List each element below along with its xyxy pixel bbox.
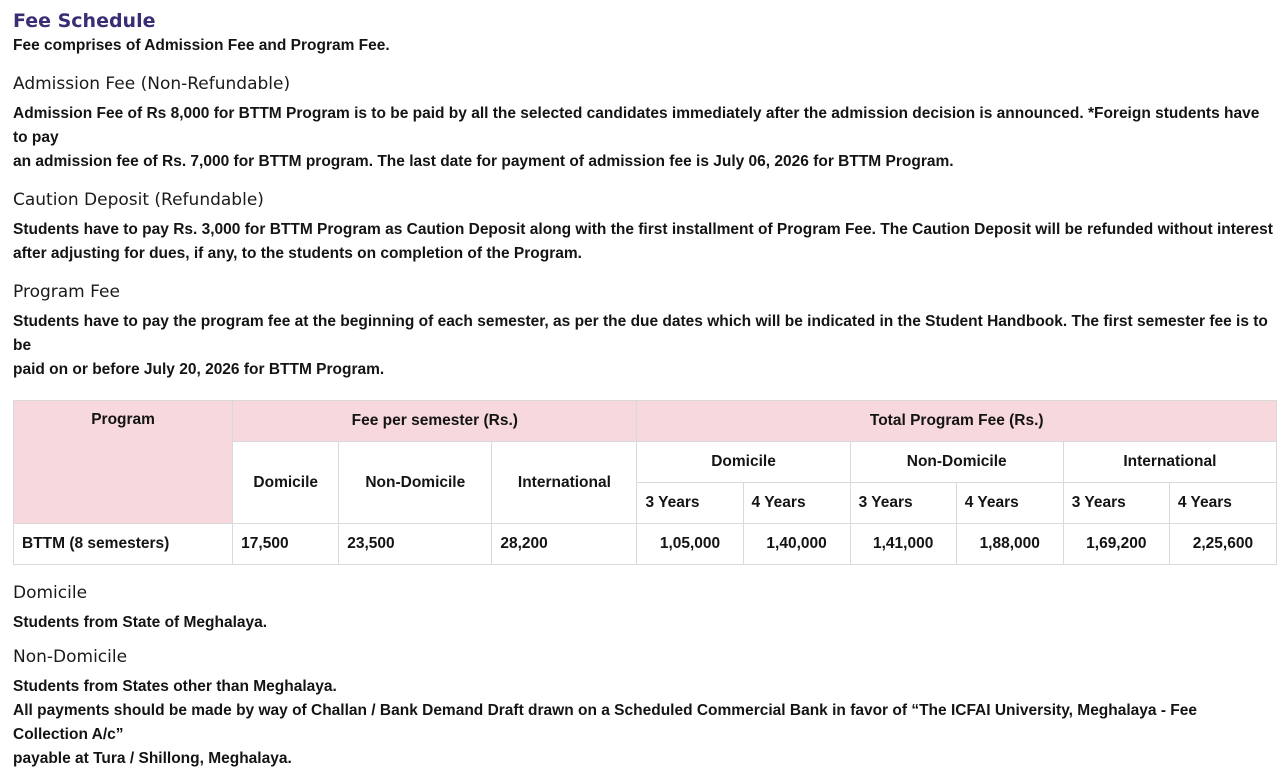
total-program-fee-header: Total Program Fee (Rs.): [637, 401, 1277, 442]
admission-fee-text: [13, 102, 1275, 174]
semester-international-header: International: [492, 442, 637, 524]
total-fee-non-domicile-4-years-cell: 1,88,000: [956, 524, 1063, 565]
caution-deposit-line-2: after adjusting for dues, if any, to the students on completion of the Program.: [13, 245, 582, 262]
program-fee-line-1: Students have to pay the program fee at the beginning of each semester, as per the due dates which will be indicated in the Student Handbook. The first semester fee is to be: [13, 313, 1268, 354]
table-row: [14, 524, 1277, 565]
caution-deposit-heading: Caution Deposit (Refundable): [13, 190, 264, 210]
table-header-row-1: [14, 401, 1277, 442]
total-fee-non-domicile-3-years-cell: 1,41,000: [850, 524, 956, 565]
total-fee-domicile-4-years-cell: 1,40,000: [743, 524, 850, 565]
semester-fee-international-cell: 28,200: [492, 524, 637, 565]
non-domicile-definition: Students from States other than Meghalaya.: [13, 678, 337, 695]
payment-note-line-2: payable at Tura / Shillong, Meghalaya.: [13, 750, 292, 767]
program-name-cell: BTTM (8 semesters): [14, 524, 233, 565]
total-international-header: International: [1063, 442, 1276, 483]
domicile-3-years-header: 3 Years: [637, 483, 743, 524]
page-title: Fee Schedule: [13, 10, 156, 32]
semester-non-domicile-header: Non-Domicile: [339, 442, 492, 524]
total-fee-international-4-years-cell: 2,25,600: [1169, 524, 1276, 565]
semester-fee-non-domicile-cell: 23,500: [339, 524, 492, 565]
program-fee-line-2: paid on or before July 20, 2026 for BTTM Program.: [13, 361, 385, 378]
admission-fee-section: [13, 72, 1275, 174]
domicile-4-years-header: 4 Years: [743, 483, 850, 524]
program-fee-section: [13, 280, 1275, 382]
non-domicile-4-years-header: 4 Years: [956, 483, 1063, 524]
total-fee-international-3-years-cell: 1,69,200: [1063, 524, 1169, 565]
fee-per-semester-header: Fee per semester (Rs.): [233, 401, 637, 442]
total-fee-domicile-3-years-cell: 1,05,000: [637, 524, 743, 565]
caution-deposit-text: [13, 218, 1275, 266]
admission-fee-line-1: Admission Fee of Rs 8,000 for BTTM Program is to be paid by all the selected candidates immediately after the admission decision is announced. *Foreign students have to pay: [13, 105, 1260, 146]
admission-fee-heading: Admission Fee (Non-Refundable): [13, 74, 291, 94]
caution-deposit-section: [13, 188, 1275, 266]
program-fee-text: [13, 310, 1275, 382]
domicile-definition: Students from State of Meghalaya.: [13, 614, 268, 631]
international-4-years-header: 4 Years: [1169, 483, 1276, 524]
payment-note-line-1: All payments should be made by way of Challan / Bank Demand Draft drawn on a Scheduled Commercial Bank in favor of “The ICFAI University, Meghalaya - Fee Collection A/c”: [13, 702, 1198, 743]
caution-deposit-line-1: Students have to pay Rs. 3,000 for BTTM Program as Caution Deposit along with the first installment of Program Fee. The Caution Deposit will be refunded without interest: [13, 221, 1273, 238]
semester-fee-domicile-cell: 17,500: [233, 524, 339, 565]
non-domicile-3-years-header: 3 Years: [850, 483, 956, 524]
non-domicile-heading: Non-Domicile: [13, 647, 128, 667]
definitions-section: [13, 581, 1275, 699]
total-domicile-header: Domicile: [637, 442, 850, 483]
fee-table: [13, 400, 1277, 565]
program-fee-heading: Program Fee: [13, 282, 120, 302]
payment-note: [13, 699, 1275, 771]
international-3-years-header: 3 Years: [1063, 483, 1169, 524]
admission-fee-line-2: an admission fee of Rs. 7,000 for BTTM program. The last date for payment of admission fee is July 06, 2026 for BTTM Program.: [13, 153, 954, 170]
total-non-domicile-header: Non-Domicile: [850, 442, 1063, 483]
intro-text: Fee comprises of Admission Fee and Program Fee.: [13, 37, 390, 54]
program-header: Program: [14, 401, 233, 524]
semester-domicile-header: Domicile: [233, 442, 339, 524]
domicile-heading: Domicile: [13, 583, 88, 603]
